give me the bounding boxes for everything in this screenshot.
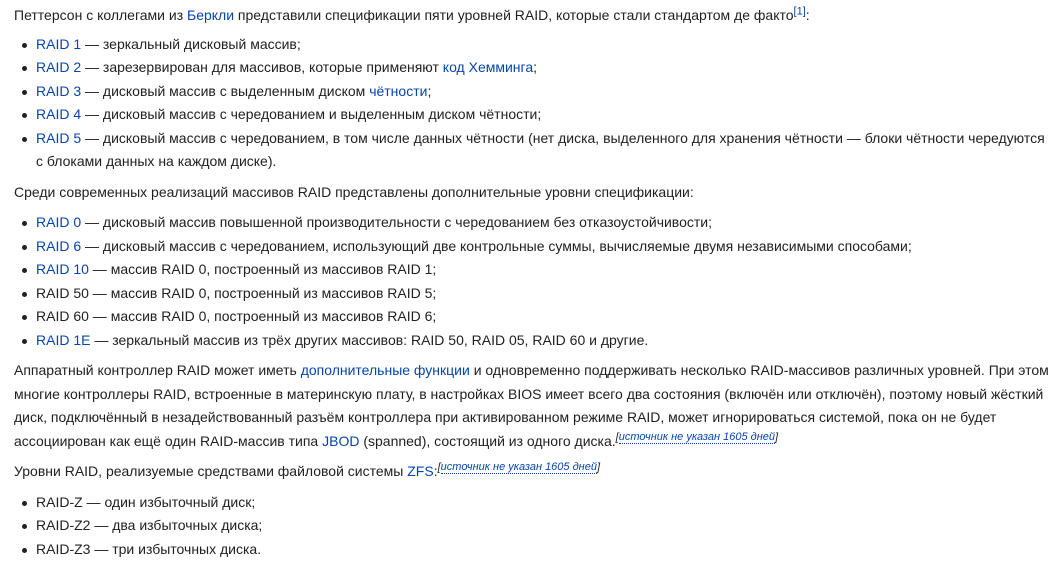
list-item-text: — дисковый массив с чередованием, в том числе данных чётности (нет диска, выделенного для хранения чётности — блоки чётности чередуются с блоками данных на каждом диске). <box>36 129 1045 169</box>
citation-needed-note[interactable]: [источник не указан 1605 дней] <box>437 461 601 474</box>
list-item <box>36 33 1052 57</box>
paragraph-text: (spanned), состоящий из одного диска. <box>359 432 616 449</box>
hamming-code-link[interactable]: код Хемминга <box>442 59 534 75</box>
raid2-link[interactable]: RAID 2 <box>36 59 82 75</box>
raid0-link[interactable]: RAID 0 <box>36 214 82 230</box>
zfs-raid-levels-list <box>14 491 1052 562</box>
list-item-text: — дисковый массив с чередованием и выделенным диском чётности; <box>81 106 542 122</box>
raid3-link[interactable]: RAID 3 <box>36 82 82 99</box>
list-item <box>36 211 1052 235</box>
list-item: RAID-Z — один избыточный диск; <box>36 491 1052 515</box>
raid-levels-list <box>14 33 1052 174</box>
list-item-text: — зарезервирован для массивов, которые применяют <box>81 59 443 75</box>
list-item-text: — дисковый массив с выделенным диском <box>81 82 370 99</box>
list-item-text: — дисковый массив повышенной производительности с чередованием без отказоустойчивости; <box>81 214 712 230</box>
parity-link[interactable]: чётности <box>369 82 428 99</box>
raid5-link[interactable]: RAID 5 <box>36 129 82 146</box>
paragraph-text: : <box>433 463 438 479</box>
raid10-link[interactable]: RAID 10 <box>36 261 89 277</box>
list-item <box>36 282 1052 306</box>
intro-text-end: : <box>805 7 810 23</box>
intro-text-after: представили спецификации пяти уровней RAID, которые стали стандартом де факто <box>234 7 794 23</box>
citation-needed-note[interactable]: [источник не указан 1605 дней] <box>615 430 779 443</box>
list-item-text: — зеркальный дисковый массив; <box>81 35 301 52</box>
raid1e-link[interactable]: RAID 1E <box>36 331 91 348</box>
modern-raid-levels-list <box>14 211 1052 352</box>
raid1-link[interactable]: RAID 1 <box>36 35 82 52</box>
zfs-paragraph <box>14 460 1052 484</box>
intro-text-before: Петтерсон с коллегами из <box>14 7 188 23</box>
modern-levels-paragraph: Среди современных реализаций массивов RAID представлены дополнительные уровни спецификации: <box>14 183 694 200</box>
raid4-link[interactable]: RAID 4 <box>36 106 82 122</box>
paragraph-text: Уровни RAID, реализуемые средствами файловой системы <box>14 463 408 479</box>
list-item <box>36 127 1052 174</box>
list-item-text: — дисковый массив с чередованием, использующий две контрольные суммы, вычисляемые двумя независимыми способами; <box>81 237 912 254</box>
list-item-text: RAID 50 — массив RAID 0, построенный из массивов RAID 5; <box>36 284 437 301</box>
jbod-link[interactable]: JBOD <box>322 432 360 449</box>
list-item <box>36 258 1052 282</box>
list-item <box>36 56 1052 80</box>
hardware-controller-paragraph <box>14 359 1052 453</box>
intro-paragraph <box>14 4 1052 28</box>
list-item-text: — массив RAID 0, построенный из массивов RAID 1; <box>88 261 437 277</box>
list-item-text: RAID 60 — массив RAID 0, построенный из массивов RAID 6; <box>36 308 437 324</box>
paragraph-text: и одновременно поддерживать несколько RAID-массивов различных уровней. При этом многие контроллеры RAID, встроенные в материнскую плату, в настройках BIOS имеет всего два состояния (включён или отключён), поэтому новый жёсткий диск, подключённый в незадействованный разъём контроллера при активированном режиме RAID, может игнорироваться системой, пока он не будет ассоциирован как ещё один RAID-массив типа <box>14 362 1049 449</box>
list-item: RAID-Z3 — три избыточных диска. <box>36 538 1052 562</box>
list-item <box>36 305 1052 329</box>
list-item <box>36 103 1052 127</box>
list-item <box>36 80 1052 104</box>
list-item <box>36 235 1052 259</box>
list-item <box>36 329 1052 353</box>
list-item-text: ; <box>533 59 538 75</box>
raid6-link[interactable]: RAID 6 <box>36 237 82 254</box>
zfs-link[interactable]: ZFS <box>407 463 434 479</box>
paragraph-text: Аппаратный контроллер RAID может иметь <box>14 362 301 378</box>
list-item: RAID-Z2 — два избыточных диска; <box>36 514 1052 538</box>
reference-1-link[interactable]: [1] <box>793 5 806 18</box>
list-item-text: ; <box>427 82 432 99</box>
list-item-text: — зеркальный массив из трёх других массивов: RAID 50, RAID 05, RAID 60 и другие. <box>90 331 649 348</box>
berkeley-link[interactable]: Беркли <box>187 7 235 23</box>
additional-functions-link[interactable]: дополнительные функции <box>300 362 470 378</box>
